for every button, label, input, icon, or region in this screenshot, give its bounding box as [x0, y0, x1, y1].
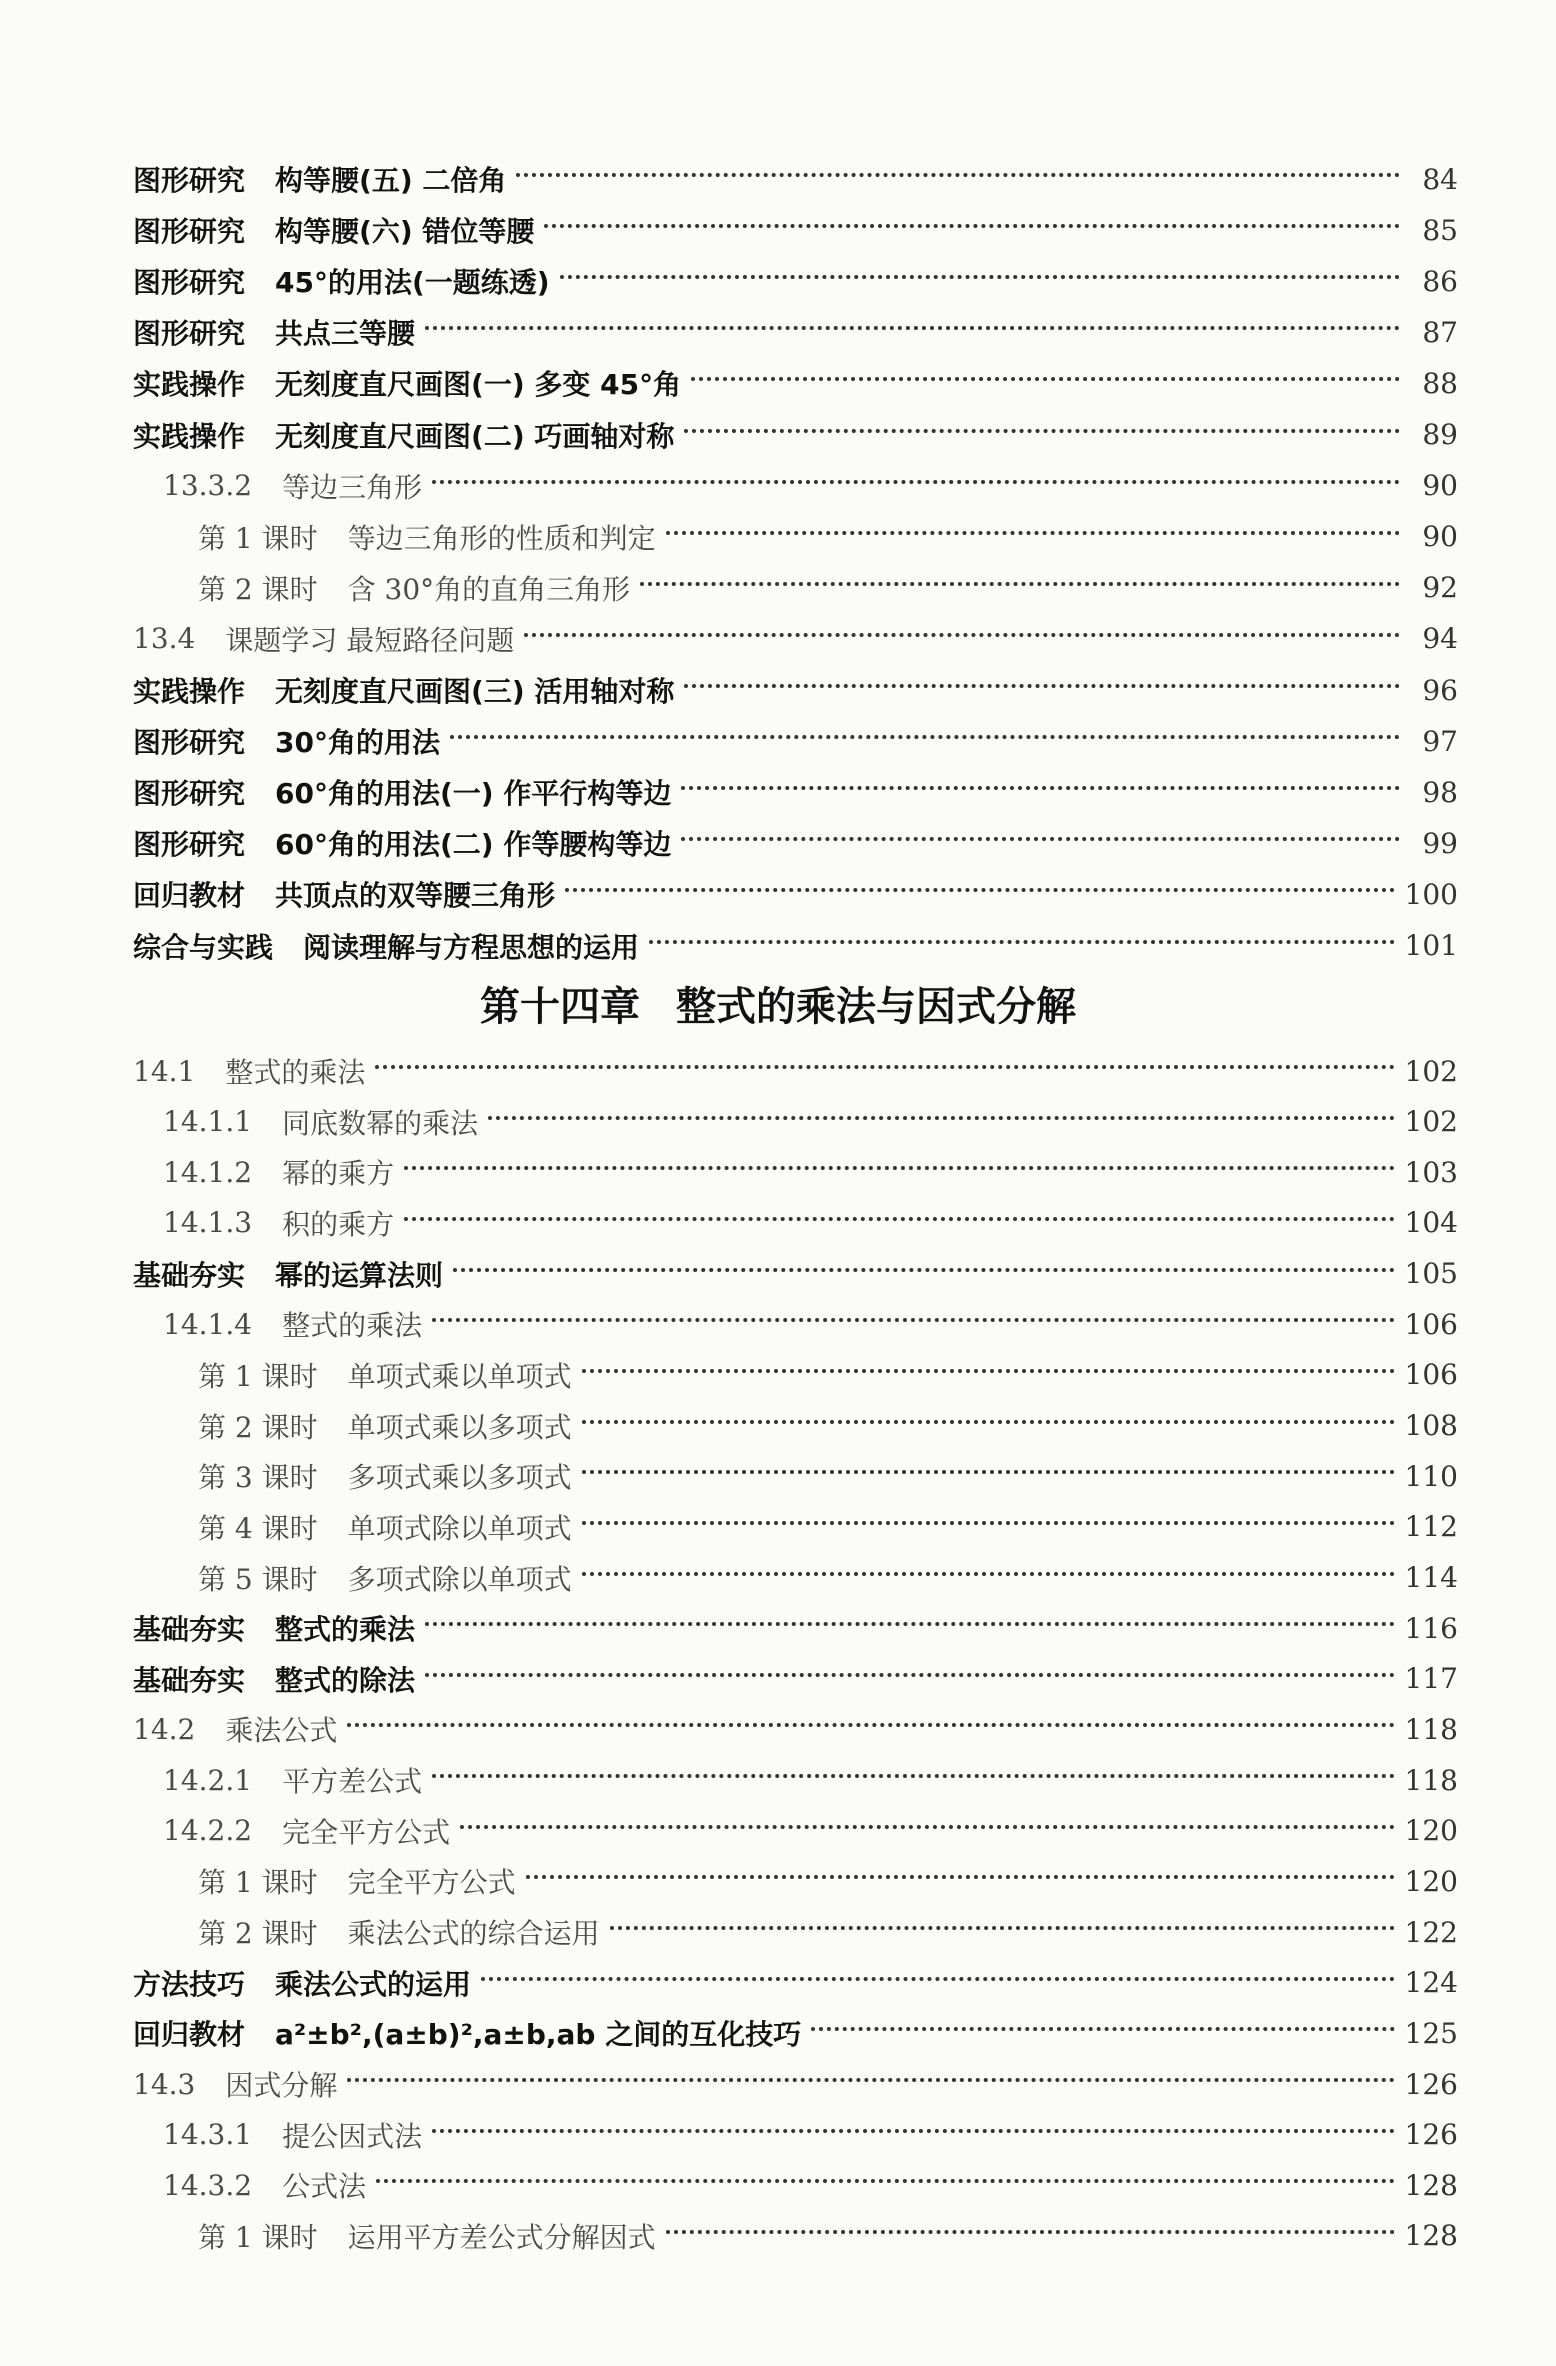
toc-entry-number: 实践操作: [133, 368, 246, 402]
toc-entry-title: 平方差公式: [282, 1765, 423, 1799]
toc-entry: [0, 2114, 1458, 2156]
toc-entry-page: 97: [1422, 724, 1458, 758]
toc-entry-page: 106: [1404, 1358, 1458, 1392]
dot-leader: [640, 582, 1400, 586]
dot-leader: [684, 429, 1400, 433]
dot-leader: [404, 1217, 1394, 1221]
dot-leader: [488, 1116, 1394, 1120]
toc-entry-number: 14.3: [133, 2067, 196, 2101]
chapter-number: 第十四章: [480, 984, 640, 1030]
toc-entry-number: 图形研究: [133, 777, 246, 811]
toc-entry: [0, 1962, 1458, 2004]
toc-entry-number: 13.4: [133, 622, 196, 656]
toc-entry-page: 112: [1404, 1510, 1458, 1544]
toc-entry-page: 92: [1422, 571, 1458, 605]
dot-leader: [450, 735, 1400, 739]
toc-entry-number: 实践操作: [133, 419, 246, 453]
toc-entry: [0, 2012, 1458, 2054]
toc-entry: [0, 618, 1458, 660]
toc-entry-page: 100: [1404, 877, 1458, 911]
toc-entry-number: 图形研究: [133, 828, 246, 862]
toc-entry-title: 完全平方公式: [347, 1866, 516, 1900]
toc-entry-number: 第 1 课时: [198, 1359, 318, 1393]
toc-entry: [0, 1455, 1458, 1497]
toc-entry-number: 14.2.2: [163, 1814, 253, 1848]
toc-entry-title: 同底数幂的乘法: [282, 1106, 479, 1140]
toc-entry: [0, 1708, 1458, 1750]
toc-entry-page: 126: [1404, 2118, 1458, 2152]
toc-entry: [0, 720, 1458, 762]
toc-entry-title: 乘法公式的综合运用: [347, 1917, 600, 1951]
dot-leader: [376, 2179, 1394, 2183]
toc-entry-title: 多项式除以单项式: [347, 1562, 572, 1596]
toc-entry-page: 120: [1404, 1814, 1458, 1848]
dot-leader: [649, 940, 1395, 944]
toc-entry-page: 85: [1422, 213, 1458, 247]
toc-entry-number: 图形研究: [133, 266, 246, 300]
dot-leader: [432, 2129, 1394, 2133]
toc-entry: [0, 873, 1458, 915]
toc-entry-page: 118: [1404, 1712, 1458, 1746]
toc-entry: [0, 414, 1458, 456]
toc-entry: [0, 669, 1458, 711]
toc-entry: [0, 1354, 1458, 1396]
toc-entry-title: 等边三角形: [282, 470, 423, 504]
toc-entry-number: 图形研究: [133, 215, 246, 249]
dot-leader: [432, 1774, 1394, 1778]
toc-entry-page: 90: [1422, 469, 1458, 503]
toc-entry-number: 14.1.4: [163, 1307, 253, 1341]
dot-leader: [560, 275, 1400, 279]
toc-entry: [0, 2164, 1458, 2206]
toc-entry: [0, 1911, 1458, 1953]
toc-entry: [0, 209, 1458, 251]
toc-entry-page: 104: [1404, 1206, 1458, 1240]
toc-entry-title: 因式分解: [225, 2069, 338, 2102]
toc-entry-number: 14.3.2: [163, 2168, 253, 2202]
dot-leader: [432, 1318, 1394, 1322]
toc-entry: [0, 260, 1458, 302]
dot-leader: [526, 1875, 1395, 1879]
toc-entry-page: 125: [1404, 2016, 1458, 2050]
toc-entry-page: 110: [1404, 1459, 1458, 1493]
toc-entry-number: 回归教材: [133, 879, 246, 913]
toc-entry-title: 单项式乘以多项式: [347, 1410, 572, 1444]
toc-entry-page: 86: [1422, 264, 1458, 298]
dot-leader: [524, 633, 1400, 637]
toc-entry: [0, 1405, 1458, 1447]
toc-entry-page: 98: [1422, 775, 1458, 809]
toc-entry: [0, 158, 1458, 200]
toc-entry-page: 102: [1404, 1105, 1458, 1139]
toc-entry-title: 等边三角形的性质和判定: [347, 521, 656, 555]
toc-entry-number: 第 1 课时: [198, 1866, 318, 1900]
toc-entry-title: 完全平方公式: [282, 1815, 451, 1849]
toc-entry-number: 图形研究: [133, 726, 246, 760]
toc-entry: [0, 362, 1458, 404]
toc-entry: [0, 2063, 1458, 2105]
dot-leader: [375, 1065, 1394, 1069]
toc-entry-page: 103: [1404, 1155, 1458, 1189]
dot-leader: [684, 684, 1400, 688]
toc-entry-number: 第 1 课时: [198, 521, 318, 555]
dot-leader: [347, 2078, 1394, 2082]
toc-entry: [0, 1202, 1458, 1244]
toc-entry: [0, 1506, 1458, 1548]
toc-entry-title: 无刻度直尺画图(一) 多变 45°角: [275, 368, 682, 402]
toc-entry-number: 14.1: [133, 1054, 196, 1088]
dot-leader: [516, 173, 1400, 177]
toc-entry-number: 14.1.2: [163, 1155, 253, 1189]
toc-entry-page: 84: [1422, 162, 1458, 196]
toc-entry-page: 88: [1422, 366, 1458, 400]
chapter-title: 整式的乘法与因式分解: [676, 984, 1076, 1030]
toc-entry-title: 无刻度直尺画图(三) 活用轴对称: [275, 675, 675, 708]
dot-leader: [691, 377, 1400, 381]
toc-entry: [0, 1151, 1458, 1193]
toc-entry: [0, 1253, 1458, 1295]
toc-entry: [0, 822, 1458, 864]
toc-entry-page: 120: [1404, 1864, 1458, 1898]
dot-leader: [453, 1268, 1395, 1272]
toc-entry-page: 106: [1404, 1307, 1458, 1341]
toc-entry-page: 124: [1404, 1966, 1458, 2000]
toc-entry-number: 第 1 课时: [198, 2220, 318, 2254]
toc-entry-title: 含 30°角的直角三角形: [347, 572, 631, 606]
dot-leader: [565, 888, 1395, 892]
toc-entry: [0, 1810, 1458, 1852]
toc-entry-number: 13.3.2: [163, 469, 253, 503]
toc-entry-number: 基础夯实: [133, 1258, 246, 1292]
toc-entry-number: 图形研究: [133, 164, 246, 197]
toc-entry: [0, 925, 1458, 967]
toc-entry-page: 128: [1404, 2219, 1458, 2253]
toc-entry-title: 共点三等腰: [275, 317, 416, 351]
dot-leader: [582, 1369, 1395, 1373]
toc-entry-number: 回归教材: [133, 2018, 246, 2052]
toc-entry: [0, 1101, 1458, 1143]
toc-entry: [0, 465, 1458, 507]
toc-entry-title: 乘法公式的运用: [275, 1967, 472, 2001]
toc-entry: [0, 1860, 1458, 1902]
toc-entry-title: 积的乘方: [282, 1207, 395, 1241]
toc-entry-title: 公式法: [282, 2170, 367, 2204]
toc-entry-page: 116: [1404, 1611, 1458, 1645]
dot-leader: [582, 1420, 1395, 1424]
toc-entry: [0, 1557, 1458, 1599]
toc-entry-page: 94: [1422, 622, 1458, 656]
toc-entry-title: 幂的乘方: [282, 1157, 395, 1191]
toc-entry-title: 运用平方差公式分解因式: [347, 2220, 656, 2254]
dot-leader: [681, 837, 1400, 841]
toc-entry-page: 102: [1404, 1054, 1458, 1088]
toc-entry-page: 96: [1422, 673, 1458, 707]
toc-entry: [0, 1303, 1458, 1345]
toc-entry-page: 126: [1404, 2067, 1458, 2101]
toc-entry-number: 综合与实践: [133, 930, 274, 964]
toc-entry-number: 第 3 课时: [198, 1461, 318, 1495]
toc-entry-title: 提公因式法: [282, 2119, 423, 2153]
toc-entry: [0, 1050, 1458, 1092]
toc-entry-title: 无刻度直尺画图(二) 巧画轴对称: [275, 419, 675, 453]
toc-entry-page: 90: [1422, 520, 1458, 554]
toc-entry-title: 60°角的用法(一) 作平行构等边: [275, 777, 672, 811]
toc-entry-page: 122: [1404, 1915, 1458, 1949]
toc-entry-number: 方法技巧: [133, 1967, 246, 2001]
toc-entry-title: a²±b²,(a±b)²,a±b,ab 之间的互化技巧: [275, 2018, 802, 2052]
dot-leader: [425, 1673, 1395, 1677]
dot-leader: [425, 1622, 1395, 1626]
toc-entry-page: 89: [1422, 418, 1458, 451]
toc-entry-number: 14.1.1: [163, 1105, 253, 1139]
toc-entry-title: 单项式乘以单项式: [347, 1359, 572, 1393]
dot-leader: [432, 480, 1400, 484]
dot-leader: [582, 1470, 1395, 1474]
toc-entry: [0, 516, 1458, 558]
dot-leader: [666, 531, 1400, 535]
dot-leader: [610, 1926, 1395, 1930]
toc-entry-title: 整式的除法: [275, 1663, 416, 1697]
toc-entry-number: 基础夯实: [133, 1663, 246, 1697]
dot-leader: [481, 1977, 1395, 1981]
dot-leader: [544, 224, 1400, 228]
toc-entry-number: 基础夯实: [133, 1613, 246, 1647]
toc-entry-number: 14.2: [133, 1712, 196, 1746]
toc-entry-title: 60°角的用法(二) 作等腰构等边: [275, 828, 672, 862]
toc-entry-title: 单项式除以单项式: [347, 1511, 572, 1545]
toc-entry-number: 第 2 课时: [198, 572, 318, 606]
toc-entry-title: 整式的乘法: [225, 1056, 366, 1089]
toc-entry-page: 105: [1404, 1257, 1458, 1291]
toc-entry-number: 第 2 课时: [198, 1917, 318, 1951]
toc-entry: [0, 2215, 1458, 2257]
toc-entry-title: 多项式乘以多项式: [347, 1461, 572, 1495]
toc-entry: [0, 771, 1458, 813]
dot-leader: [582, 1572, 1395, 1576]
toc-entry-number: 14.1.3: [163, 1206, 253, 1240]
toc-entry-number: 第 4 课时: [198, 1511, 318, 1545]
toc-entry-number: 第 5 课时: [198, 1562, 318, 1596]
toc-entry-page: 117: [1404, 1662, 1458, 1696]
dot-leader: [460, 1825, 1394, 1829]
toc-entry: [0, 567, 1458, 609]
toc-entry-page: 114: [1404, 1561, 1458, 1594]
toc-entry-title: 构等腰(六) 错位等腰: [275, 215, 535, 249]
toc-entry-page: 99: [1422, 826, 1458, 860]
toc-entry-title: 整式的乘法: [275, 1613, 416, 1647]
chapter-heading: [0, 975, 1556, 1032]
toc-entry-page: 118: [1404, 1763, 1458, 1797]
toc-entry-title: 构等腰(五) 二倍角: [275, 164, 507, 197]
toc-entry-page: 108: [1404, 1409, 1458, 1443]
toc-entry-title: 30°角的用法: [275, 726, 440, 760]
dot-leader: [666, 2230, 1395, 2234]
toc-entry-title: 整式的乘法: [282, 1309, 423, 1343]
toc-entry-title: 共顶点的双等腰三角形: [275, 879, 556, 913]
dot-leader: [681, 786, 1400, 790]
toc-entry-page: 101: [1404, 929, 1458, 962]
dot-leader: [425, 326, 1400, 330]
toc-entry-title: 阅读理解与方程思想的运用: [303, 930, 640, 964]
toc-entry-title: 幂的运算法则: [275, 1258, 444, 1292]
toc-entry-number: 图形研究: [133, 317, 246, 351]
dot-leader: [347, 1723, 1394, 1727]
toc-entry-page: 128: [1404, 2168, 1458, 2202]
toc-entry-number: 第 2 课时: [198, 1410, 318, 1444]
toc-entry-title: 乘法公式: [225, 1714, 338, 1748]
toc-entry-title: 课题学习 最短路径问题: [225, 623, 515, 657]
toc-entry-number: 14.2.1: [163, 1763, 253, 1797]
toc-entry: [0, 1658, 1458, 1700]
toc-entry-title: 45°的用法(一题练透): [275, 266, 550, 300]
toc-entry: [0, 1759, 1458, 1801]
dot-leader: [404, 1166, 1394, 1170]
toc-entry-number: 14.3.1: [163, 2118, 253, 2152]
toc-entry-page: 87: [1422, 315, 1458, 349]
toc-entry: [0, 1607, 1458, 1649]
dot-leader: [811, 2027, 1394, 2031]
toc-entry-number: 实践操作: [133, 675, 246, 708]
toc-entry: [0, 311, 1458, 353]
dot-leader: [582, 1521, 1395, 1525]
